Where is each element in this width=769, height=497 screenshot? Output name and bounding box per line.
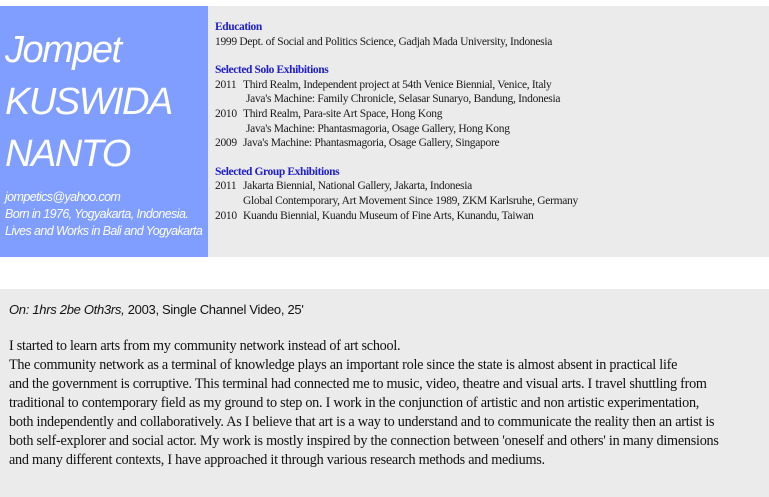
statement-line: both self-explorer and social actor. My work is mostly inspired by the connection between 'oneself and others' in many dimensions	[9, 433, 719, 449]
artist-profile-section	[0, 6, 769, 257]
exhibition-year: 2010	[215, 209, 237, 222]
education-entry: 1999 Dept. of Social and Politics Science, Gadjah Mada University, Indonesia	[215, 35, 553, 48]
exhibition-text: Java's Machine: Family Chronicle, Selasar Sunaryo, Bandung, Indonesia	[246, 93, 561, 106]
exhibition-text: Kuandu Biennial, Kuandu Museum of Fine Arts, Kunandu, Taiwan	[243, 209, 534, 222]
exhibition-text: Third Realm, Independent project at 54th Venice Biennial, Venice, Italy	[243, 78, 552, 91]
artist-last-name-part-1: KUSWIDA	[5, 81, 172, 123]
exhibition-year: 2009	[215, 137, 237, 150]
solo-exhibition-row	[215, 122, 765, 137]
work-title-line	[9, 302, 304, 317]
artist-name-panel	[0, 6, 208, 257]
statement-line: and many different contexts, I have approached it through various research methods and mediums.	[9, 452, 545, 468]
work-title: On: 1hrs 2be Oth3rs,	[9, 302, 125, 317]
artist-birth-info: Born in 1976, Yogyakarta, Indonesia.	[5, 207, 189, 221]
artist-statement	[9, 337, 764, 470]
statement-line: both independently and collaboratively. As I believe that art is a way to understand and to communicate the reality then an artist is	[9, 414, 715, 430]
statement-line: traditional to contemporary field as my ground to step on. I work in the conjunction of artistic and non artistic experimentation,	[9, 395, 700, 411]
solo-exhibitions-heading: Selected Solo Exhibitions	[215, 64, 329, 77]
exhibition-text: Java's Machine: Phantasmagoria, Osage Gallery, Singapore	[243, 137, 500, 150]
statement-line: The community network as a terminal of knowledge plays an important role since the state is almost absent in practical life	[9, 357, 678, 373]
group-exhibition-row	[215, 194, 765, 209]
artist-residence: Lives and Works in Bali and Yogyakarta	[5, 224, 203, 238]
solo-exhibition-row	[215, 136, 765, 151]
statement-line: and the government is corruptive. This terminal had connected me to music, video, theatre and visual arts. I travel shuttling from	[9, 376, 707, 392]
group-exhibition-row	[215, 179, 765, 194]
education-heading: Education	[215, 21, 262, 33]
exhibition-text: Java's Machine: Phantasmagoria, Osage Gallery, Hong Kong	[246, 122, 510, 135]
artist-first-name: Jompet	[5, 29, 121, 71]
group-exhibitions-heading: Selected Group Exhibitions	[215, 165, 340, 178]
solo-exhibition-row	[215, 92, 765, 107]
exhibition-year: 2010	[215, 107, 237, 120]
work-statement-section	[0, 289, 769, 497]
statement-line: I started to learn arts from my community network instead of art school.	[9, 338, 401, 354]
cv-list	[215, 20, 765, 223]
exhibition-text: Third Realm, Para-site Art Space, Hong Kong	[243, 107, 443, 120]
solo-exhibition-row	[215, 78, 765, 93]
exhibition-year: 2011	[215, 78, 237, 91]
group-exhibition-row	[215, 209, 765, 224]
exhibition-year: 2011	[215, 180, 237, 193]
exhibition-text: Global Contemporary, Art Movement Since 1989, ZKM Karlsruhe, Germany	[243, 194, 578, 207]
artist-email[interactable]: jompetics@yahoo.com	[5, 190, 121, 204]
artist-contact	[5, 189, 208, 240]
work-meta: 2003, Single Channel Video, 25'	[124, 302, 304, 317]
solo-exhibition-row	[215, 107, 765, 122]
exhibition-text: Jakarta Biennial, National Gallery, Jakarta, Indonesia	[243, 180, 472, 193]
artist-last-name-part-2: NANTO	[5, 133, 130, 175]
